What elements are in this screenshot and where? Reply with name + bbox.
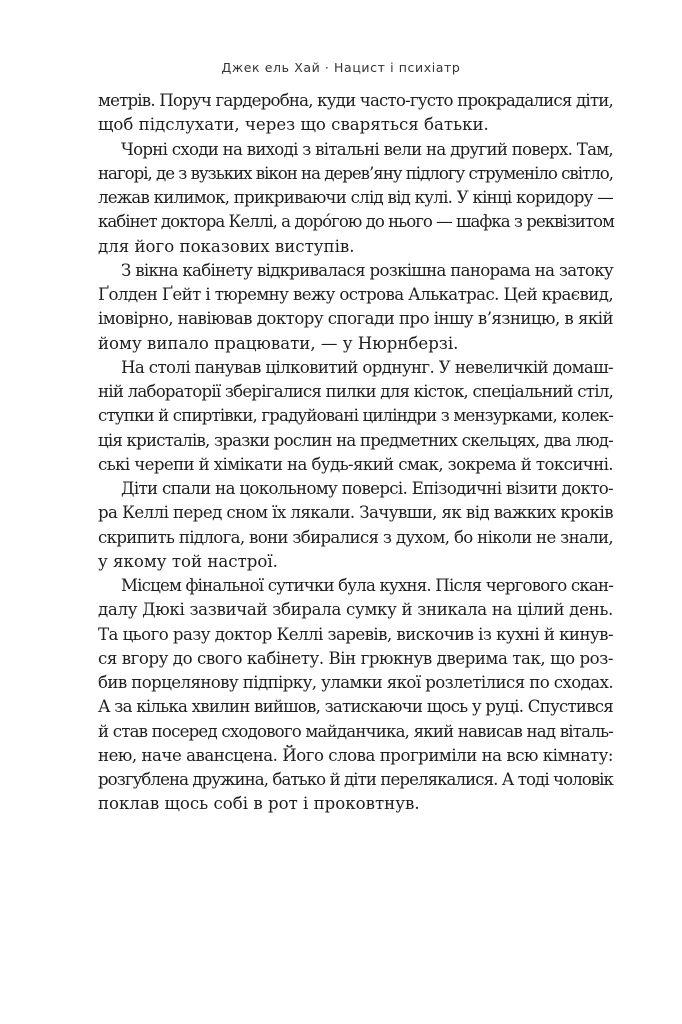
paragraph [98,138,613,259]
text-line: бив порцелянову підпірку, уламки якої розлетілися по сходах. [98,673,614,692]
text-line: Місцем фінальної сутички була кухня. Після чергового скан- [121,576,614,595]
text-line: Діти спали на цокольному поверсі. Епізодичні візити докто- [121,479,613,498]
text-line: метрів. Поруч гардеробна, куди часто-густо прокрадалися діти, [98,91,613,110]
text-line: нагорі, де з вузьких вікон на дерев’яну підлогу струменіло світло, [98,163,613,183]
text-line: лежав килимок, прикриваючи слід від кулі. У кінці коридору — [98,188,614,207]
text-line: З вікна кабінету відкривалася розкішна панорама на затоку [121,260,613,280]
text-line: щоб підслухати, через що сваряться батьки. [98,115,489,135]
text-line: ступки й спиртівки, градуйовані циліндри з мензурками, колек- [98,406,614,426]
text-line: імовірно, навіював доктору спогади про іншу в’язницю, в якій [98,309,613,329]
paragraph [98,356,613,477]
text-line: А за кілька хвилин вийшов, затискаючи щось у руці. Спустився [98,697,613,717]
text-line: кабінет доктора Келлі, а доро́гою до нього — шафка з реквізитом [98,212,614,232]
text-line: у якому той настрої. [98,551,278,571]
paragraph [98,89,613,138]
text-line: для його показових виступів. [98,236,355,256]
text-line: й став посеред сходового майданчика, який нависав над віталь- [98,721,614,741]
text-line: скрипить підлога, вони збиралися з духом, бо ніколи не знали, [98,527,614,547]
text-line: Чорні сходи на виході з вітальні вели на другий поверх. Там, [121,139,613,159]
text-line: далу Дюкі зазвичай збирала сумку й зникала на цілий день. [98,600,613,620]
text-line: йому випало працювати, — у Нюрнберзі. [98,333,459,353]
body-text [98,89,613,817]
text-line: нею, наче авансцена. Його слова прогриміли на всю кімнату: [98,745,614,765]
text-line: ція кристалів, зразки рослин на предметних скельцях, два люд- [98,430,613,450]
text-line: ські черепи й хімікати на будь-який смак, зокрема й токсичні. [98,454,613,474]
paragraph [98,574,613,817]
text-line: поклав щось собі в рот і проковтнув. [98,794,420,814]
text-line: ній лабораторії зберігалися пилки для кісток, спеціальний стіл, [98,382,613,401]
running-head: Джек ель Хай · Нацист і психіатр [221,60,461,75]
text-line: ра Келлі перед сном їх лякали. Зачувши, як від важких кроків [98,503,613,523]
paragraph [98,259,613,356]
text-line: На столі панував цілковитий орднунг. У невеличкій домаш- [121,357,613,377]
text-line: розгублена дружина, батько й діти перелякалися. А тоді чоловік [98,770,613,789]
paragraph [98,477,613,574]
text-line: Та цього разу доктор Келлі заревів, вискочив із кухні й кинув- [98,624,613,644]
text-line: Ґолден Ґейт і тюремну вежу острова Алькатрас. Цей краєвид, [98,285,613,304]
text-line: ся вгору до свого кабінету. Він грюкнув дверима так, що роз- [98,648,614,668]
